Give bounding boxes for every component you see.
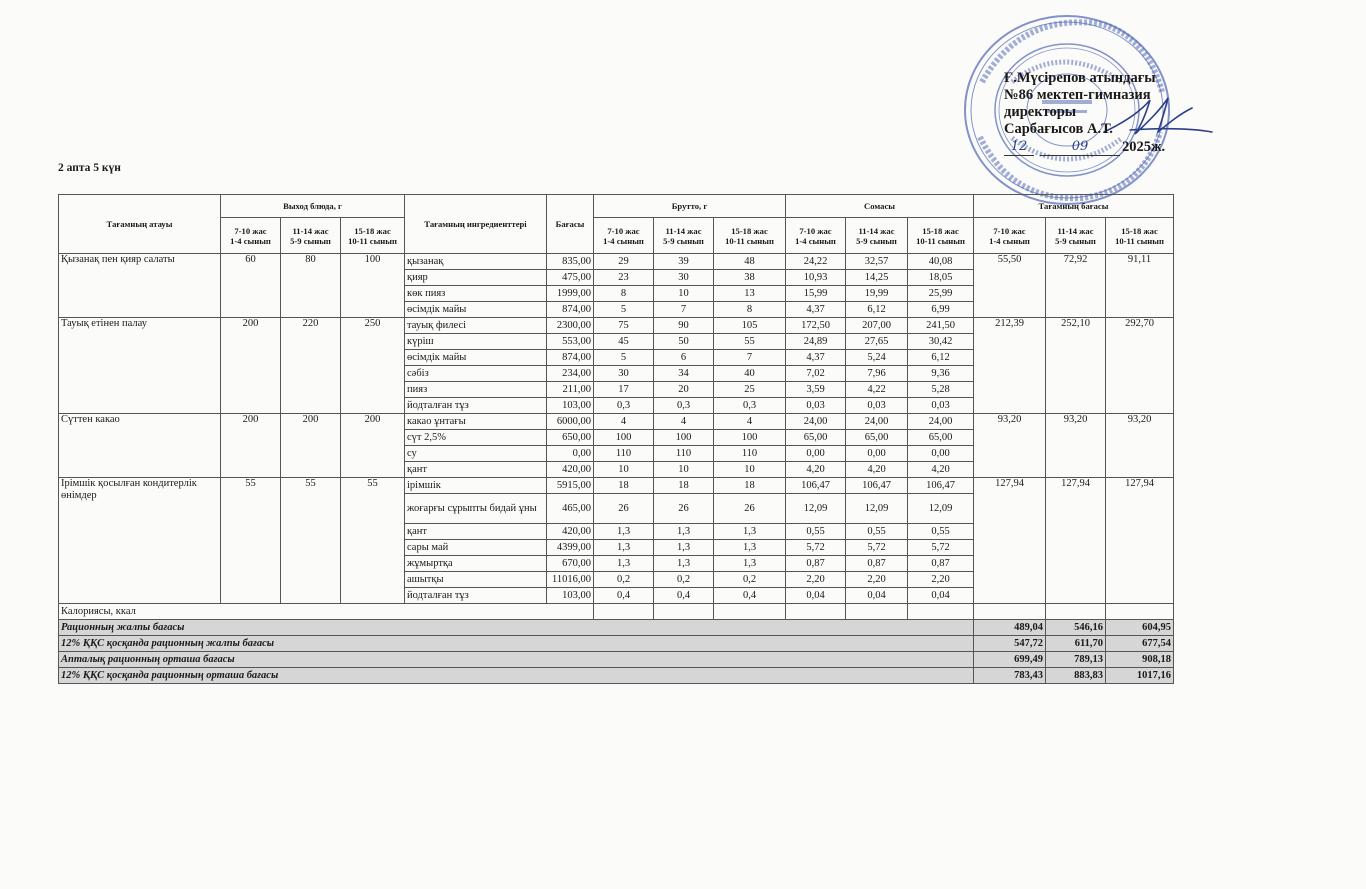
ingredient-sum-3: 106,47 bbox=[908, 478, 974, 494]
ingredient-name: қант bbox=[405, 524, 547, 540]
dish-output-2: 220 bbox=[281, 318, 341, 414]
ingredient-sum-3: 5,72 bbox=[908, 540, 974, 556]
totals-value-3: 1017,16 bbox=[1106, 668, 1174, 684]
age-label: 7-10 жас bbox=[993, 225, 1026, 236]
age-label: 15-18 жас bbox=[731, 225, 768, 236]
totals-value-2: 883,83 bbox=[1046, 668, 1106, 684]
header-brutto-age-2 bbox=[654, 218, 714, 254]
ingredient-name: қияр bbox=[405, 270, 547, 286]
ingredient-brutto-2: 10 bbox=[654, 286, 714, 302]
ingredient-sum-2: 4,20 bbox=[846, 462, 908, 478]
calories-row bbox=[59, 604, 1174, 620]
ingredient-price: 874,00 bbox=[547, 302, 594, 318]
table-row bbox=[59, 414, 1174, 430]
ingredient-brutto-3: 13 bbox=[714, 286, 786, 302]
ingredient-brutto-3: 0,4 bbox=[714, 588, 786, 604]
ingredient-brutto-1: 0,3 bbox=[594, 398, 654, 414]
ingredient-brutto-1: 5 bbox=[594, 350, 654, 366]
totals-value-1: 489,04 bbox=[974, 620, 1046, 636]
ingredient-price: 11016,00 bbox=[547, 572, 594, 588]
calories-cell bbox=[846, 604, 908, 620]
ingredient-brutto-2: 1,3 bbox=[654, 556, 714, 572]
ingredient-brutto-1: 0,2 bbox=[594, 572, 654, 588]
ingredient-sum-3: 6,12 bbox=[908, 350, 974, 366]
ingredient-sum-2: 106,47 bbox=[846, 478, 908, 494]
totals-value-3: 604,95 bbox=[1106, 620, 1174, 636]
ingredient-name: қант bbox=[405, 462, 547, 478]
ingredient-sum-1: 5,72 bbox=[786, 540, 846, 556]
ingredient-brutto-2: 34 bbox=[654, 366, 714, 382]
dish-price-2: 93,20 bbox=[1046, 414, 1106, 478]
dish-price-2: 72,92 bbox=[1046, 254, 1106, 318]
class-label: 10-11 сынып bbox=[725, 235, 774, 246]
ingredient-sum-3: 0,00 bbox=[908, 446, 974, 462]
class-label: 10-11 сынып bbox=[348, 235, 397, 246]
ingredient-brutto-3: 4 bbox=[714, 414, 786, 430]
totals-value-2: 611,70 bbox=[1046, 636, 1106, 652]
date-year: 2025ж. bbox=[1122, 139, 1166, 155]
ingredient-name: жұмыртқа bbox=[405, 556, 547, 572]
ingredient-sum-2: 5,24 bbox=[846, 350, 908, 366]
approval-block bbox=[1004, 70, 1165, 156]
ingredient-price: 5915,00 bbox=[547, 478, 594, 494]
ingredient-sum-2: 0,87 bbox=[846, 556, 908, 572]
ingredient-brutto-2: 0,3 bbox=[654, 398, 714, 414]
class-label: 1-4 сынып bbox=[989, 235, 1030, 246]
approval-line-2: №86 мектеп-гимназия bbox=[1004, 87, 1151, 103]
ingredient-brutto-1: 26 bbox=[594, 494, 654, 524]
header-sum-age-1 bbox=[786, 218, 846, 254]
header-brutto: Брутто, г bbox=[594, 195, 786, 218]
ingredient-sum-1: 3,59 bbox=[786, 382, 846, 398]
table-row bbox=[59, 478, 1174, 494]
age-label: 15-18 жас bbox=[922, 225, 959, 236]
age-label: 11-14 жас bbox=[1057, 225, 1094, 236]
ingredient-brutto-3: 40 bbox=[714, 366, 786, 382]
table-row bbox=[59, 254, 1174, 270]
ingredient-brutto-3: 38 bbox=[714, 270, 786, 286]
dish-output-1: 55 bbox=[221, 478, 281, 604]
dish-price-3: 91,11 bbox=[1106, 254, 1174, 318]
ingredient-sum-1: 12,09 bbox=[786, 494, 846, 524]
totals-value-1: 783,43 bbox=[974, 668, 1046, 684]
ingredient-brutto-2: 30 bbox=[654, 270, 714, 286]
dish-price-3: 127,94 bbox=[1106, 478, 1174, 604]
calories-label: Калориясы, ккал bbox=[59, 604, 594, 620]
class-label: 10-11 сынып bbox=[916, 235, 965, 246]
ingredient-sum-2: 19,99 bbox=[846, 286, 908, 302]
ingredient-brutto-1: 4 bbox=[594, 414, 654, 430]
ingredient-sum-3: 6,99 bbox=[908, 302, 974, 318]
ingredient-brutto-1: 5 bbox=[594, 302, 654, 318]
header-brutto-age-1 bbox=[594, 218, 654, 254]
ingredient-sum-1: 65,00 bbox=[786, 430, 846, 446]
ingredient-sum-3: 0,04 bbox=[908, 588, 974, 604]
ingredient-sum-3: 9,36 bbox=[908, 366, 974, 382]
header-dish-price-age-1 bbox=[974, 218, 1046, 254]
calories-cell bbox=[1046, 604, 1106, 620]
totals-value-1: 547,72 bbox=[974, 636, 1046, 652]
ingredient-name: пияз bbox=[405, 382, 547, 398]
ingredient-sum-1: 4,37 bbox=[786, 302, 846, 318]
ingredient-brutto-2: 0,2 bbox=[654, 572, 714, 588]
ingredient-brutto-2: 4 bbox=[654, 414, 714, 430]
ingredient-price: 211,00 bbox=[547, 382, 594, 398]
calories-cell bbox=[1106, 604, 1174, 620]
dish-output-2: 55 bbox=[281, 478, 341, 604]
dish-price-1: 55,50 bbox=[974, 254, 1046, 318]
ingredient-brutto-3: 100 bbox=[714, 430, 786, 446]
class-label: 1-4 сынып bbox=[603, 235, 644, 246]
ingredient-brutto-1: 29 bbox=[594, 254, 654, 270]
age-label: 7-10 жас bbox=[799, 225, 832, 236]
class-label: 5-9 сынып bbox=[856, 235, 897, 246]
header-output-age-3 bbox=[341, 218, 405, 254]
ingredient-brutto-3: 1,3 bbox=[714, 556, 786, 572]
ingredient-sum-3: 12,09 bbox=[908, 494, 974, 524]
ingredient-brutto-2: 39 bbox=[654, 254, 714, 270]
ingredient-brutto-1: 75 bbox=[594, 318, 654, 334]
header-output: Выход блюда, г bbox=[221, 195, 405, 218]
ingredient-brutto-1: 100 bbox=[594, 430, 654, 446]
ingredient-sum-3: 5,28 bbox=[908, 382, 974, 398]
header-dish-price-age-2 bbox=[1046, 218, 1106, 254]
date-day: 12 bbox=[1004, 138, 1034, 156]
ingredient-sum-2: 207,00 bbox=[846, 318, 908, 334]
ingredient-sum-1: 4,37 bbox=[786, 350, 846, 366]
ingredient-name: күріш bbox=[405, 334, 547, 350]
totals-value-1: 699,49 bbox=[974, 652, 1046, 668]
ingredient-brutto-2: 26 bbox=[654, 494, 714, 524]
ingredient-sum-3: 4,20 bbox=[908, 462, 974, 478]
totals-label: Рационның жалпы бағасы bbox=[59, 620, 974, 636]
ingredient-brutto-1: 1,3 bbox=[594, 556, 654, 572]
ingredient-brutto-2: 20 bbox=[654, 382, 714, 398]
ingredient-name: өсімдік майы bbox=[405, 350, 547, 366]
header-dish-name: Тағамның атауы bbox=[59, 195, 221, 254]
ingredient-sum-2: 5,72 bbox=[846, 540, 908, 556]
ingredient-sum-2: 0,04 bbox=[846, 588, 908, 604]
ingredient-sum-1: 24,00 bbox=[786, 414, 846, 430]
ingredient-name: су bbox=[405, 446, 547, 462]
ingredient-sum-1: 24,89 bbox=[786, 334, 846, 350]
ingredient-brutto-3: 48 bbox=[714, 254, 786, 270]
ingredient-sum-1: 0,55 bbox=[786, 524, 846, 540]
ingredient-name: йодталған тұз bbox=[405, 588, 547, 604]
ingredient-name: сары май bbox=[405, 540, 547, 556]
ingredient-brutto-1: 1,3 bbox=[594, 540, 654, 556]
ingredient-sum-1: 2,20 bbox=[786, 572, 846, 588]
ingredient-brutto-3: 7 bbox=[714, 350, 786, 366]
calories-cell bbox=[594, 604, 654, 620]
ingredient-price: 4399,00 bbox=[547, 540, 594, 556]
totals-value-3: 677,54 bbox=[1106, 636, 1174, 652]
ingredient-price: 6000,00 bbox=[547, 414, 594, 430]
calories-cell bbox=[786, 604, 846, 620]
ingredient-brutto-3: 25 bbox=[714, 382, 786, 398]
ingredient-price: 670,00 bbox=[547, 556, 594, 572]
header-brutto-age-3 bbox=[714, 218, 786, 254]
ingredient-price: 553,00 bbox=[547, 334, 594, 350]
ingredient-price: 234,00 bbox=[547, 366, 594, 382]
ingredient-brutto-1: 110 bbox=[594, 446, 654, 462]
ingredient-name: сәбіз bbox=[405, 366, 547, 382]
ingredient-sum-1: 0,03 bbox=[786, 398, 846, 414]
dish-output-3: 55 bbox=[341, 478, 405, 604]
header-sum: Сомасы bbox=[786, 195, 974, 218]
menu-table bbox=[58, 194, 1174, 684]
ingredient-price: 465,00 bbox=[547, 494, 594, 524]
ingredient-price: 420,00 bbox=[547, 524, 594, 540]
ingredient-brutto-1: 23 bbox=[594, 270, 654, 286]
ingredient-name: жоғарғы сұрыпты бидай ұны bbox=[405, 494, 547, 524]
totals-row bbox=[59, 668, 1174, 684]
ingredient-sum-3: 65,00 bbox=[908, 430, 974, 446]
totals-label: 12% ҚҚС қосқанда рационның орташа бағасы bbox=[59, 668, 974, 684]
class-label: 1-4 сынып bbox=[230, 235, 271, 246]
ingredient-sum-1: 10,93 bbox=[786, 270, 846, 286]
dish-name: Қызанақ пен қияр салаты bbox=[59, 254, 221, 318]
ingredient-brutto-3: 18 bbox=[714, 478, 786, 494]
ingredient-brutto-2: 100 bbox=[654, 430, 714, 446]
totals-row bbox=[59, 636, 1174, 652]
dish-price-3: 292,70 bbox=[1106, 318, 1174, 414]
age-label: 11-14 жас bbox=[292, 225, 329, 236]
ingredient-price: 874,00 bbox=[547, 350, 594, 366]
ingredient-brutto-1: 45 bbox=[594, 334, 654, 350]
header-sum-age-3 bbox=[908, 218, 974, 254]
ingredient-sum-2: 2,20 bbox=[846, 572, 908, 588]
ingredient-price: 420,00 bbox=[547, 462, 594, 478]
ingredient-brutto-1: 10 bbox=[594, 462, 654, 478]
week-label: 2 апта 5 күн bbox=[58, 162, 121, 174]
ingredient-sum-3: 24,00 bbox=[908, 414, 974, 430]
approval-date bbox=[1004, 138, 1165, 156]
dish-output-1: 60 bbox=[221, 254, 281, 318]
ingredient-brutto-2: 10 bbox=[654, 462, 714, 478]
ingredient-sum-2: 6,12 bbox=[846, 302, 908, 318]
approval-line-4: Сарбағысов А.Т. bbox=[1004, 121, 1113, 137]
ingredient-brutto-1: 17 bbox=[594, 382, 654, 398]
dish-name: Ірімшік қосылған кондитерлік өнімдер bbox=[59, 478, 221, 604]
ingredient-name: какао ұнтағы bbox=[405, 414, 547, 430]
ingredient-name: йодталған тұз bbox=[405, 398, 547, 414]
dish-price-1: 93,20 bbox=[974, 414, 1046, 478]
dish-price-1: 212,39 bbox=[974, 318, 1046, 414]
class-label: 1-4 сынып bbox=[795, 235, 836, 246]
ingredient-sum-1: 15,99 bbox=[786, 286, 846, 302]
ingredient-sum-2: 27,65 bbox=[846, 334, 908, 350]
ingredient-name: өсімдік майы bbox=[405, 302, 547, 318]
header-output-age-2 bbox=[281, 218, 341, 254]
ingredient-brutto-1: 18 bbox=[594, 478, 654, 494]
ingredient-sum-2: 0,03 bbox=[846, 398, 908, 414]
ingredient-sum-3: 25,99 bbox=[908, 286, 974, 302]
calories-cell bbox=[908, 604, 974, 620]
ingredient-name: тауық филесі bbox=[405, 318, 547, 334]
ingredient-sum-3: 241,50 bbox=[908, 318, 974, 334]
ingredient-name: сүт 2,5% bbox=[405, 430, 547, 446]
ingredient-brutto-2: 6 bbox=[654, 350, 714, 366]
totals-row bbox=[59, 620, 1174, 636]
ingredient-name: қызанақ bbox=[405, 254, 547, 270]
header-output-age-1 bbox=[221, 218, 281, 254]
class-label: 10-11 сынып bbox=[1115, 235, 1164, 246]
ingredient-brutto-1: 8 bbox=[594, 286, 654, 302]
age-label: 7-10 жас bbox=[607, 225, 640, 236]
dish-price-2: 252,10 bbox=[1046, 318, 1106, 414]
ingredient-price: 103,00 bbox=[547, 398, 594, 414]
ingredient-sum-3: 18,05 bbox=[908, 270, 974, 286]
ingredient-brutto-3: 1,3 bbox=[714, 540, 786, 556]
ingredient-brutto-2: 1,3 bbox=[654, 540, 714, 556]
ingredient-brutto-3: 0,2 bbox=[714, 572, 786, 588]
ingredient-brutto-2: 7 bbox=[654, 302, 714, 318]
ingredient-price: 103,00 bbox=[547, 588, 594, 604]
table-row bbox=[59, 318, 1174, 334]
ingredient-brutto-2: 1,3 bbox=[654, 524, 714, 540]
ingredient-price: 835,00 bbox=[547, 254, 594, 270]
totals-value-2: 546,16 bbox=[1046, 620, 1106, 636]
dish-output-2: 200 bbox=[281, 414, 341, 478]
ingredient-sum-1: 7,02 bbox=[786, 366, 846, 382]
calories-cell bbox=[714, 604, 786, 620]
ingredient-brutto-2: 18 bbox=[654, 478, 714, 494]
calories-cell bbox=[654, 604, 714, 620]
ingredient-brutto-1: 30 bbox=[594, 366, 654, 382]
ingredient-brutto-3: 55 bbox=[714, 334, 786, 350]
ingredient-name: көк пияз bbox=[405, 286, 547, 302]
ingredient-price: 650,00 bbox=[547, 430, 594, 446]
dish-output-3: 250 bbox=[341, 318, 405, 414]
ingredient-name: ірімшік bbox=[405, 478, 547, 494]
dish-output-2: 80 bbox=[281, 254, 341, 318]
calories-cell bbox=[974, 604, 1046, 620]
ingredient-sum-3: 0,87 bbox=[908, 556, 974, 572]
age-label: 11-14 жас bbox=[665, 225, 702, 236]
ingredient-sum-2: 12,09 bbox=[846, 494, 908, 524]
ingredient-brutto-2: 50 bbox=[654, 334, 714, 350]
ingredient-sum-3: 30,42 bbox=[908, 334, 974, 350]
header-ingredients: Тағамның ингредиенттері bbox=[405, 195, 547, 254]
ingredient-sum-2: 65,00 bbox=[846, 430, 908, 446]
age-label: 15-18 жас bbox=[1121, 225, 1158, 236]
ingredient-brutto-3: 8 bbox=[714, 302, 786, 318]
ingredient-brutto-3: 0,3 bbox=[714, 398, 786, 414]
dish-output-3: 100 bbox=[341, 254, 405, 318]
totals-label: Апталық рационның орташа бағасы bbox=[59, 652, 974, 668]
age-label: 7-10 жас bbox=[234, 225, 267, 236]
ingredient-sum-1: 0,87 bbox=[786, 556, 846, 572]
ingredient-price: 475,00 bbox=[547, 270, 594, 286]
header-sum-age-2 bbox=[846, 218, 908, 254]
ingredient-sum-3: 0,55 bbox=[908, 524, 974, 540]
dish-output-1: 200 bbox=[221, 414, 281, 478]
age-label: 15-18 жас bbox=[354, 225, 391, 236]
dish-price-1: 127,94 bbox=[974, 478, 1046, 604]
totals-label: 12% ҚҚС қосқанда рационның жалпы бағасы bbox=[59, 636, 974, 652]
ingredient-sum-1: 24,22 bbox=[786, 254, 846, 270]
ingredient-sum-3: 0,03 bbox=[908, 398, 974, 414]
ingredient-sum-2: 32,57 bbox=[846, 254, 908, 270]
dish-output-3: 200 bbox=[341, 414, 405, 478]
ingredient-sum-2: 0,55 bbox=[846, 524, 908, 540]
ingredient-brutto-3: 110 bbox=[714, 446, 786, 462]
totals-row bbox=[59, 652, 1174, 668]
dish-price-3: 93,20 bbox=[1106, 414, 1174, 478]
ingredient-brutto-2: 90 bbox=[654, 318, 714, 334]
ingredient-brutto-3: 26 bbox=[714, 494, 786, 524]
totals-value-2: 789,13 bbox=[1046, 652, 1106, 668]
ingredient-brutto-1: 1,3 bbox=[594, 524, 654, 540]
dish-name: Тауық етінен палау bbox=[59, 318, 221, 414]
dish-name: Сүттен какао bbox=[59, 414, 221, 478]
ingredient-name: ашытқы bbox=[405, 572, 547, 588]
ingredient-sum-1: 106,47 bbox=[786, 478, 846, 494]
ingredient-price: 2300,00 bbox=[547, 318, 594, 334]
dish-price-2: 127,94 bbox=[1046, 478, 1106, 604]
ingredient-sum-2: 14,25 bbox=[846, 270, 908, 286]
ingredient-brutto-2: 110 bbox=[654, 446, 714, 462]
age-label: 11-14 жас bbox=[858, 225, 895, 236]
ingredient-brutto-3: 105 bbox=[714, 318, 786, 334]
totals-value-3: 908,18 bbox=[1106, 652, 1174, 668]
ingredient-sum-1: 0,04 bbox=[786, 588, 846, 604]
class-label: 5-9 сынып bbox=[290, 235, 331, 246]
ingredient-brutto-3: 10 bbox=[714, 462, 786, 478]
class-label: 5-9 сынып bbox=[1055, 235, 1096, 246]
ingredient-brutto-2: 0,4 bbox=[654, 588, 714, 604]
header-dish-price-age-3 bbox=[1106, 218, 1174, 254]
ingredient-sum-1: 0,00 bbox=[786, 446, 846, 462]
class-label: 5-9 сынып bbox=[663, 235, 704, 246]
date-month: 09 bbox=[1040, 138, 1120, 156]
approval-line-3: директоры bbox=[1004, 104, 1077, 120]
dish-output-1: 200 bbox=[221, 318, 281, 414]
ingredient-sum-1: 4,20 bbox=[786, 462, 846, 478]
ingredient-brutto-3: 1,3 bbox=[714, 524, 786, 540]
ingredient-brutto-1: 0,4 bbox=[594, 588, 654, 604]
ingredient-price: 0,00 bbox=[547, 446, 594, 462]
ingredient-sum-2: 24,00 bbox=[846, 414, 908, 430]
ingredient-sum-1: 172,50 bbox=[786, 318, 846, 334]
ingredient-sum-2: 4,22 bbox=[846, 382, 908, 398]
ingredient-price: 1999,00 bbox=[547, 286, 594, 302]
ingredient-sum-3: 40,08 bbox=[908, 254, 974, 270]
ingredient-sum-2: 0,00 bbox=[846, 446, 908, 462]
header-dish-price: Тағамның бағасы bbox=[974, 195, 1174, 218]
ingredient-sum-3: 2,20 bbox=[908, 572, 974, 588]
header-price: Бағасы bbox=[547, 195, 594, 254]
approval-line-1: Ғ.Мүсірепов атындағы bbox=[1004, 70, 1156, 86]
ingredient-sum-2: 7,96 bbox=[846, 366, 908, 382]
